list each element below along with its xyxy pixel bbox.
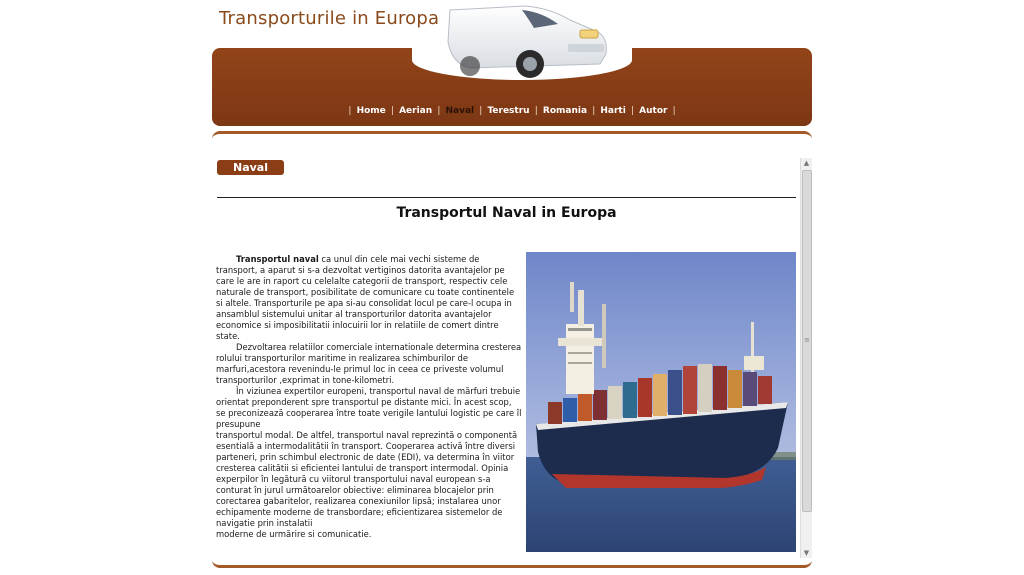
- nav-link-naval[interactable]: Naval: [445, 106, 475, 116]
- site-title: Transporturile in Europa: [219, 8, 440, 29]
- content-scrollbar[interactable]: [800, 158, 812, 558]
- scroll-down-arrow-icon[interactable]: ▼: [803, 549, 810, 557]
- article-paragraph: [216, 254, 522, 342]
- article-lead: Transportul naval: [236, 254, 319, 264]
- delivery-van-illustration: [430, 2, 610, 82]
- nav-separator: |: [672, 106, 676, 116]
- nav-separator: |: [630, 106, 634, 116]
- content-frame-bottom: [212, 560, 812, 568]
- container-ship-photo: [526, 252, 796, 552]
- nav-link-terestru[interactable]: Terestru: [487, 106, 530, 116]
- content-frame-top: [212, 131, 812, 141]
- nav-separator: |: [479, 106, 483, 116]
- nav-separator: |: [348, 106, 352, 116]
- nav-link-harti[interactable]: Harti: [600, 106, 626, 116]
- article-body: [216, 254, 522, 540]
- content-area[interactable]: [212, 155, 800, 555]
- article-heading: Transportul Naval in Europa: [396, 205, 617, 221]
- scroll-thumb[interactable]: [802, 170, 812, 512]
- scroll-up-arrow-icon[interactable]: ▲: [803, 159, 810, 167]
- nav-link-romania[interactable]: Romania: [542, 106, 588, 116]
- divider: [217, 197, 796, 198]
- nav-separator: |: [390, 106, 394, 116]
- nav-separator: |: [592, 106, 596, 116]
- article-text: ca unul din cele mai vechi sisteme de transport, a aparut si s-a dezvoltat vertiginos datorita avantajelor pe care le are in raport cu celelalte categorii de transport, respectiv cele naturale de transport, posibilitate de comunicare cu toate continentele si altele. Transporturile pe apa si-au consolidat locul pe care-l ocupa in ansamblul sistemului unitar al transporturilor datorita avantajelor economice si imposibilitatii inlocuirii lor in relatiile de comert dintre state.: [216, 254, 515, 341]
- article-paragraph: În viziunea expertilor europeni, transportul naval de mărfuri trebuie orientat preponderent spre transportul pe distante mici. În acest scop, se preconizează cooperarea între toate verigile lantului logistic pe care îl presupune: [216, 386, 522, 429]
- nav-link-home[interactable]: Home: [356, 106, 386, 116]
- article-paragraph: transportul modal. De altfel, transportul naval reprezintă o componentă esentială a intermodalitătii în transport. Cooperarea activă între diversi parteneri, prin schimbul electronic de date (EDI), va determina în viitor cresterea calitătii si eficientei lantului de transport intermodal. Opinia experpilor în legătură cu viitorul transportului naval european s-a conturat în jurul următoarelor obiective: eliminarea blocajelor prin corectarea gabaritelor, realizarea conexiunilor lipsă; instalarea unor echipamente moderne de transbordare; eficientizarea sistemelor de navigatie prin instalatii: [216, 430, 518, 528]
- article-paragraph: Dezvoltarea relatiilor comerciale internationale determina cresterea rolului transporturilor maritime in realizarea schimburilor de marfuri,acestora revenindu-le primul loc in ceea ce priveste volumul transporturilor ,exprimat in tone-kilometri.: [216, 342, 522, 385]
- article-paragraph: moderne de urmărire si comunicatie.: [216, 529, 372, 539]
- nav-link-autor[interactable]: Autor: [639, 106, 668, 116]
- nav-separator: |: [534, 106, 538, 116]
- section-label: Naval: [217, 160, 284, 175]
- nav-separator: |: [437, 106, 441, 116]
- page-container: [212, 0, 812, 575]
- nav-link-aerian[interactable]: Aerian: [399, 106, 433, 116]
- scroll-grip-icon: ≡: [804, 336, 810, 344]
- main-navigation: [212, 106, 812, 116]
